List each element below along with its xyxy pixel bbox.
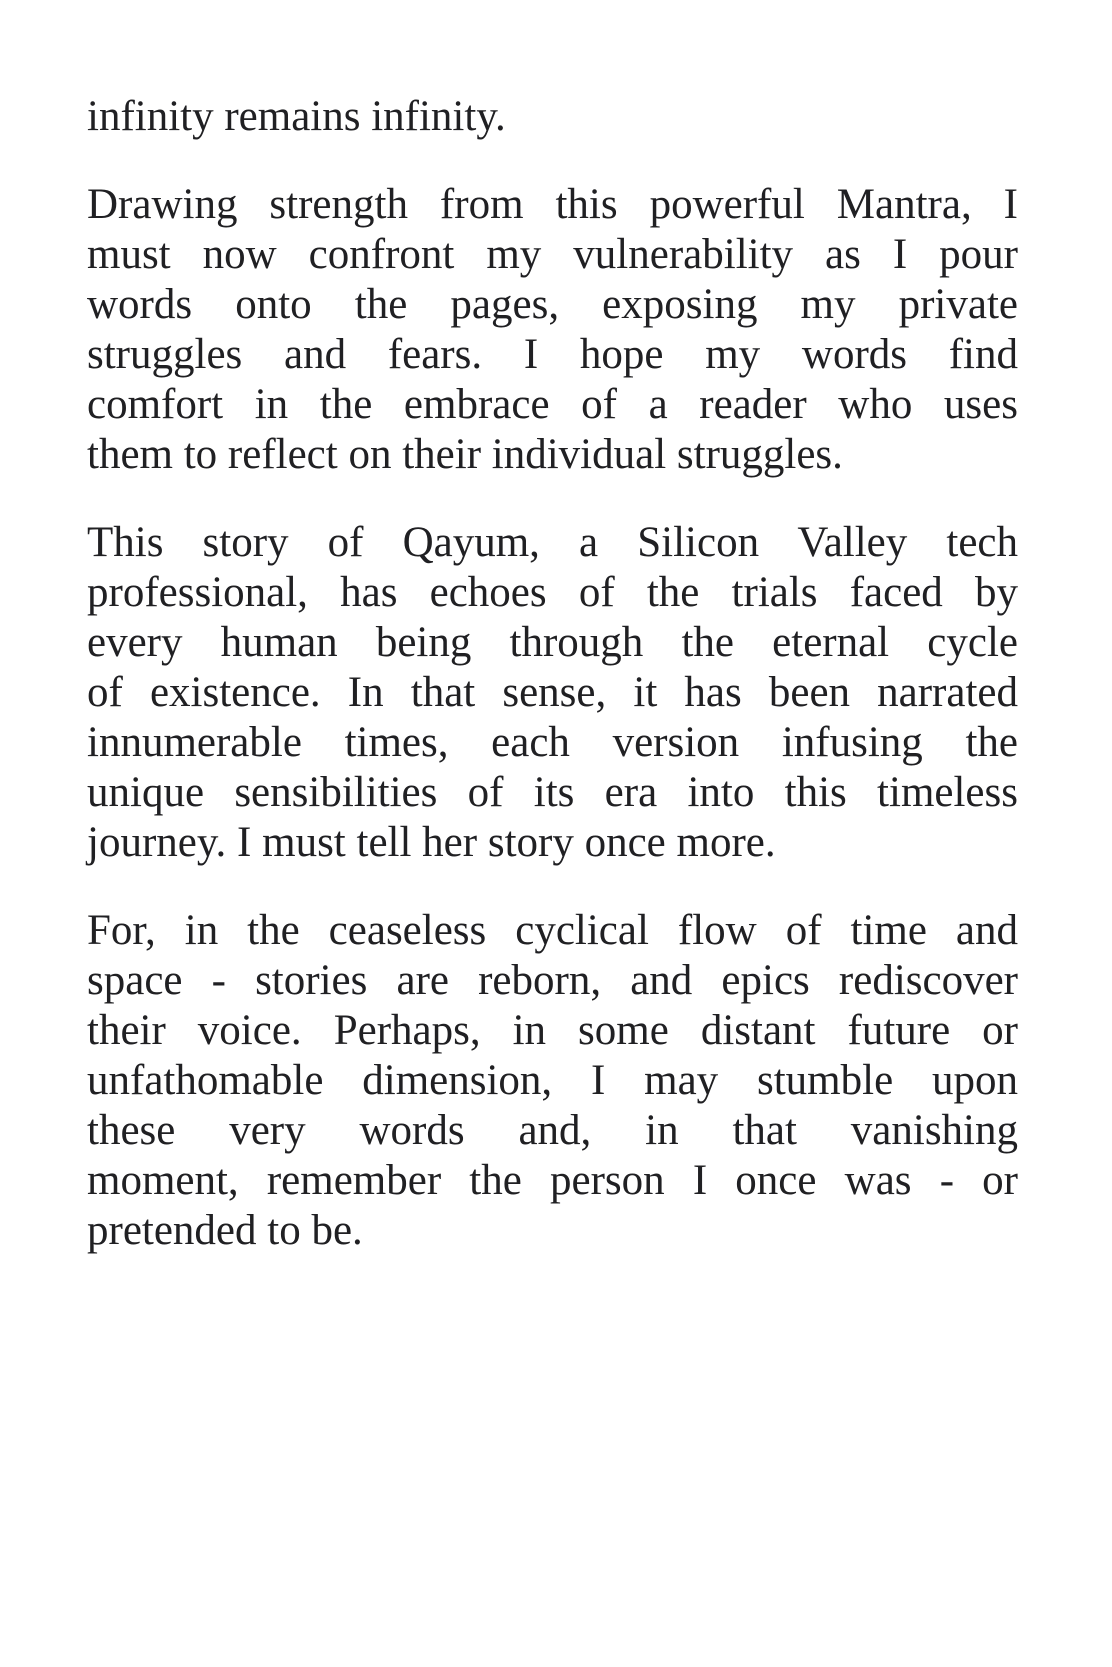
page-text-block [87, 92, 1018, 1256]
text-line: Drawing strength from this powerful Mantra, I [87, 181, 1018, 228]
text-line: moment, remember the person I once was - or [87, 1157, 1018, 1204]
text-line: must now confront my vulnerability as I pour [87, 231, 1018, 278]
text-line: them to reflect on their individual struggles. [87, 431, 843, 478]
paragraph [87, 906, 1018, 1256]
text-line: unfathomable dimension, I may stumble upon [87, 1057, 1018, 1104]
text-line: words onto the pages, exposing my private [87, 281, 1018, 328]
text-line: these very words and, in that vanishing [87, 1107, 1018, 1154]
text-line: pretended to be. [87, 1207, 363, 1254]
text-line: For, in the ceaseless cyclical flow of time and [87, 907, 1018, 954]
text-line: unique sensibilities of its era into this timeless [87, 769, 1018, 816]
text-line: every human being through the eternal cycle [87, 619, 1018, 666]
text-line: professional, has echoes of the trials faced by [87, 569, 1018, 616]
text-line: space - stories are reborn, and epics rediscover [87, 957, 1018, 1004]
text-line: journey. I must tell her story once more. [87, 819, 776, 866]
text-line: This story of Qayum, a Silicon Valley tech [87, 519, 1018, 566]
paragraph [87, 518, 1018, 868]
text-line: infinity remains infinity. [87, 93, 506, 140]
text-line: comfort in the embrace of a reader who uses [87, 381, 1018, 428]
paragraph [87, 180, 1018, 480]
text-line: innumerable times, each version infusing the [87, 719, 1018, 766]
paragraph [87, 92, 1018, 142]
text-line: of existence. In that sense, it has been narrated [87, 669, 1018, 716]
text-line: their voice. Perhaps, in some distant future or [87, 1007, 1018, 1054]
text-line: struggles and fears. I hope my words find [87, 331, 1018, 378]
